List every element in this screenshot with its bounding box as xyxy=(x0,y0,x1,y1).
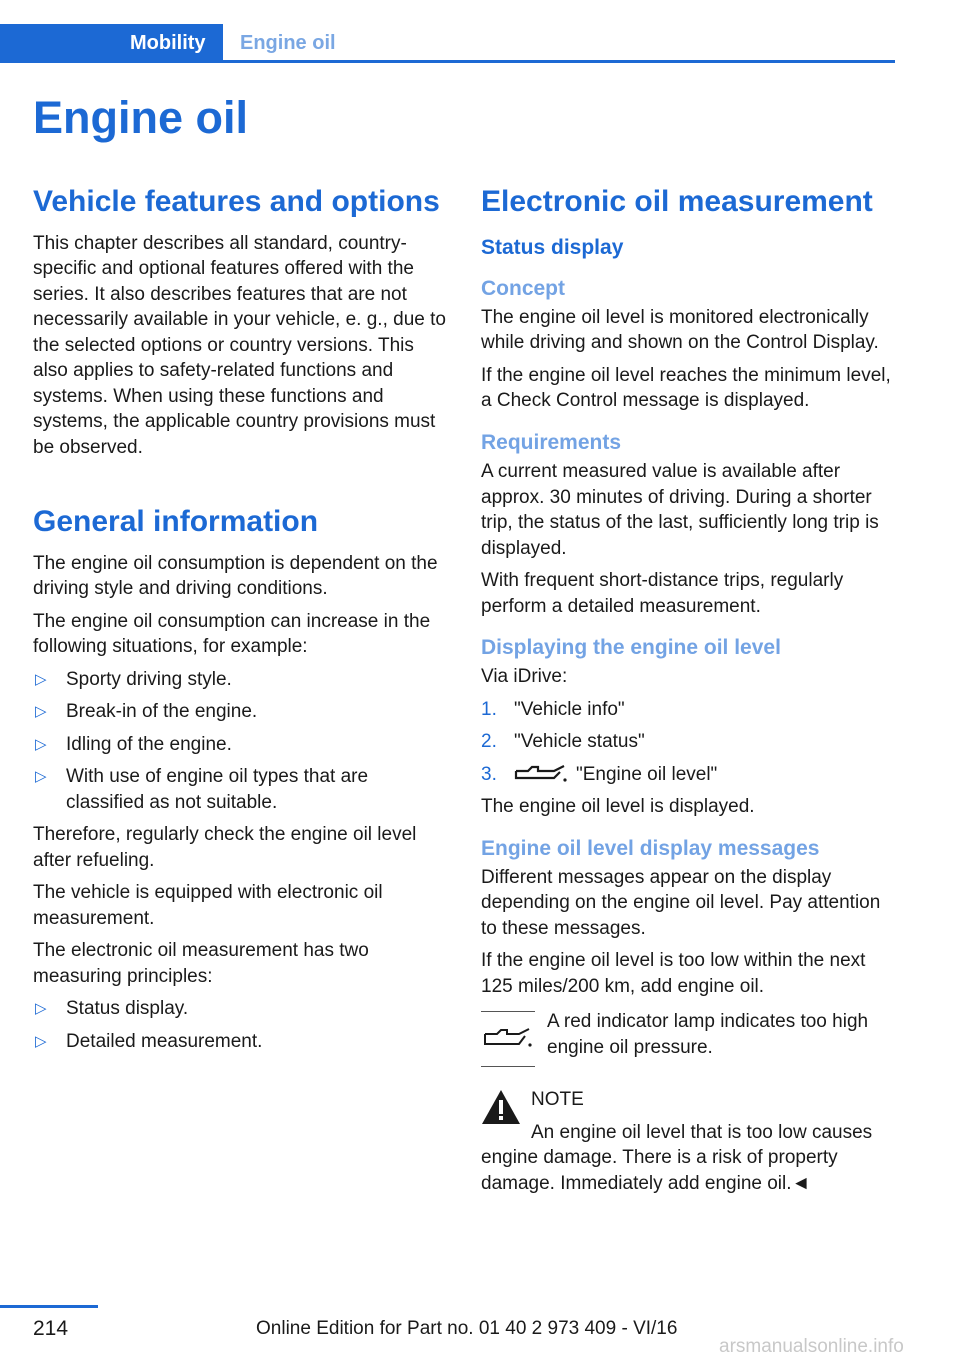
indicator-row xyxy=(481,1009,891,1073)
list-item: ▷ Status display. xyxy=(33,996,448,1022)
concept-p2: If the engine oil level reaches the minimum level, a Check Control message is displayed. xyxy=(481,364,891,412)
bullet-triangle-icon: ▷ xyxy=(35,768,47,785)
left-column xyxy=(33,183,448,1061)
tab-engine-oil[interactable]: Engine oil xyxy=(240,32,336,54)
header-rule xyxy=(0,60,895,63)
oil-can-icon xyxy=(514,762,568,784)
bullet-triangle-icon: ▷ xyxy=(35,703,47,720)
warning-triangle-icon xyxy=(481,1089,521,1125)
idrive-steps xyxy=(481,697,891,788)
list-item: 2. "Vehicle status" xyxy=(481,731,645,753)
bullet-triangle-icon: ▷ xyxy=(35,1032,47,1050)
list-item: ▷ With use of engine oil types that are classified as not suitable. xyxy=(35,766,369,813)
heading-electronic-oil: Electronic oil measurement xyxy=(481,185,873,218)
displaying-after: The engine oil level is displayed. xyxy=(481,796,755,818)
page-number: 214 xyxy=(33,1317,69,1340)
heading-displaying: Displaying the engine oil level xyxy=(481,636,781,660)
general-info-p3: Therefore, regularly check the engine oil level after refueling. xyxy=(33,824,417,871)
general-info-p1: The engine oil consumption is dependent on the driving style and driving conditions. xyxy=(33,552,438,599)
list-item: ▷ Detailed measurement. xyxy=(33,1029,448,1055)
heading-requirements: Requirements xyxy=(481,430,622,454)
edition-text: Online Edition for Part no. 01 40 2 973 409 - VI/16 xyxy=(256,1318,678,1339)
messages-p1: Different messages appear on the display depending on the engine oil level. Pay attention to these messages. xyxy=(481,866,881,939)
note-text-first: An engine oil level that is too low causes xyxy=(531,1121,873,1143)
page-title: Engine oil xyxy=(33,92,249,143)
requirements-p1: A current measured value is available after approx. 30 minutes of driving. During a shorter trip, the status of the last, sufficiently long trip is displayed. xyxy=(481,461,879,559)
bullet-triangle-icon: ▷ xyxy=(35,670,47,688)
heading-vehicle-features: Vehicle features and options xyxy=(33,185,440,218)
right-column xyxy=(481,183,891,1196)
bullet-triangle-icon: ▷ xyxy=(35,735,47,753)
bullet-triangle-icon: ▷ xyxy=(35,1000,47,1017)
header-bar xyxy=(0,24,895,62)
general-info-p5: The electronic oil measurement has two measuring principles: xyxy=(33,940,369,987)
indicator-text: A red indicator lamp indicates too high engine oil pressure. xyxy=(547,1011,869,1058)
messages-p2: If the engine oil level is too low within the next 125 miles/200 km, add engine oil. xyxy=(481,950,866,997)
note-text-rest: engine damage. There is a risk of property damage. Immediately add engine oil.◄ xyxy=(481,1147,838,1194)
tab-mobility[interactable]: Mobility xyxy=(0,24,223,62)
requirements-p2: With frequent short-distance trips, regularly perform a detailed measurement. xyxy=(481,570,844,617)
oil-pressure-icon xyxy=(481,1011,535,1067)
general-info-p2: The engine oil consumption can increase in the following situations, for example: xyxy=(33,610,431,657)
heading-concept: Concept xyxy=(481,276,565,300)
situations-list xyxy=(33,667,448,816)
note-block xyxy=(481,1087,891,1196)
general-info-p4: The vehicle is equipped with electronic oil measurement. xyxy=(33,882,383,929)
heading-messages: Engine oil level display messages xyxy=(481,836,820,860)
note-label: NOTE xyxy=(531,1089,584,1111)
footer-rule xyxy=(0,1305,98,1308)
watermark: arsmanualsonline.info xyxy=(719,1336,904,1357)
list-item: 1. "Vehicle info" xyxy=(481,698,625,720)
principles-list xyxy=(33,996,448,1054)
concept-p1: The engine oil level is monitored electronically while driving and shown on the Control Display. xyxy=(481,306,879,354)
heading-status-display: Status display xyxy=(481,235,624,259)
list-item: ▷ Idling of the engine. xyxy=(33,732,448,758)
list-item: ▷ Break-in of the engine. xyxy=(33,699,448,725)
list-item: ▷ Sporty driving style. xyxy=(33,667,448,693)
list-item: 3. "Engine oil level" xyxy=(481,763,718,785)
vehicle-features-text: This chapter describes all standard, country-specific and optional features offered with the series. It also describes features that are not necessarily available in your vehicle, e. g., due to the selected options or country versions. This also applies to safety-related functions and systems. When using these functions and systems, the applicable country provisions must be observed. xyxy=(33,232,446,458)
displaying-intro: Via iDrive: xyxy=(481,666,568,688)
heading-general-information: General information xyxy=(33,505,319,538)
